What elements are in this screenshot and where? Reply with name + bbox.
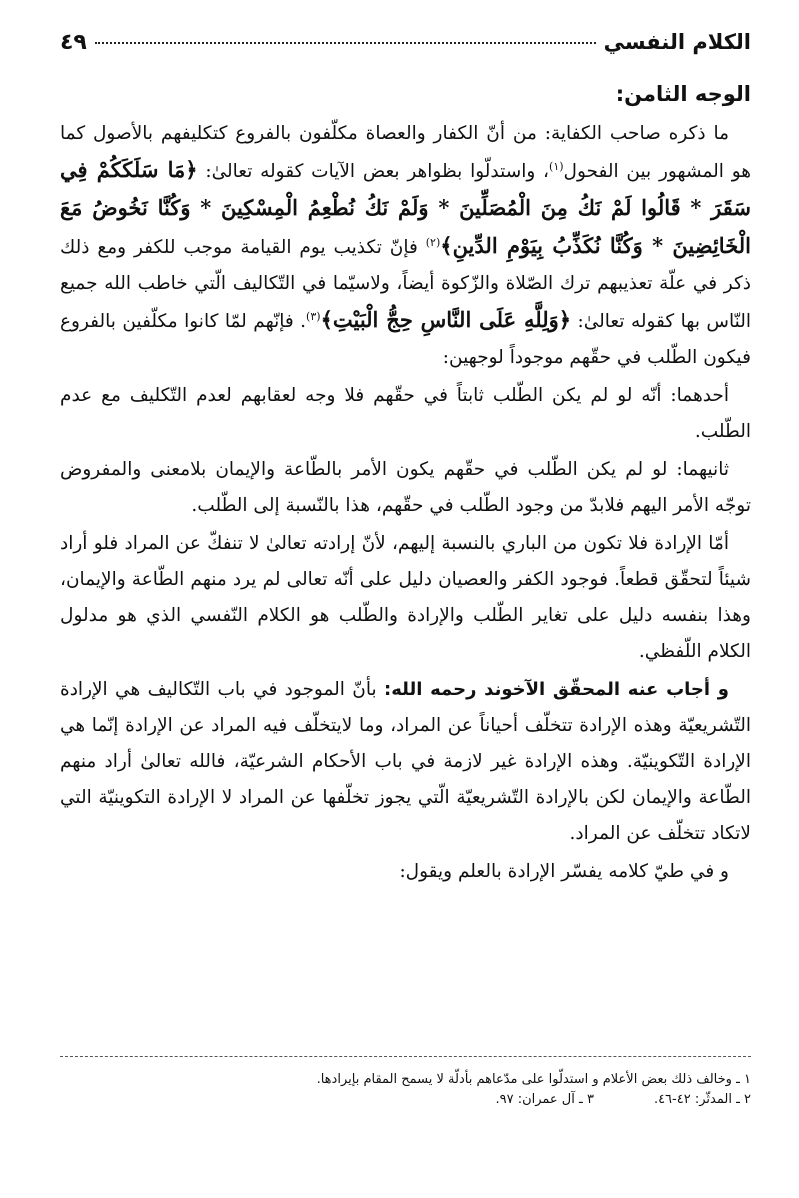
footnote-ref-2: (٢) — [425, 235, 441, 249]
paragraph-5-text: بأنّ الموجود في باب التّكاليف هي الإرادة التّشريعيّة وهذه الإرادة تتخلّف أحياناً عن المراد، وما لايتخلّف فيه المراد عن الإرادة إنّما هي الإرادة التّكوينيّة. وهذه الإرادة غير لازمة في باب الأحكام الشرعيّة، فالله تعالىٰ أراد منهم الطّاعة والإيمان لكن بالإرادة التّشريعيّة الّتي يجوز تخلّفها عن المراد لا الإرادة التكوينيّة التي لاتكاد تتخلّف عن المراد. — [60, 679, 751, 844]
page-number: ٤٩ — [60, 30, 87, 55]
quran-verse-1: ﴿مَا سَلَكَكُمْ فِي سَقَرَ * قَالُوا لَمْ نَكُ مِنَ الْمُصَلِّينَ * وَلَمْ نَكُ نُطْعِمُ الْمِسْكِينَ * وَكُنَّا نَخُوضُ مَعَ الْخَائِضِينَ * وَكُنَّا نُكَذِّبُ بِيَوْمِ الدِّينِ﴾ — [60, 157, 751, 258]
footnote-divider — [60, 1056, 751, 1057]
paragraph-1-text-d: . فإنّهم لمّا كانوا مكلّفين بالفروع فيكون الطّلب في حقّهم موجوداً لوجهين: — [60, 311, 751, 368]
footnote-1: ١ ـ وخالف ذلك بعض الأعلام و استدلّوا على مدّعاهم بأدلّة لا يسمح المقام بإيرادها. — [316, 1072, 751, 1087]
paragraph-2: أحدهما: أنّه لو لم يكن الطّلب ثابتاً في حقّهم فلا وجه لعقابهم لعدم التّكليف مع عدم الطّلب. — [60, 385, 751, 442]
paragraph-1 — [60, 116, 751, 376]
footnote-row — [60, 1090, 751, 1110]
footnote-3: ٣ ـ آل عمران: ٩٧. — [495, 1092, 594, 1107]
paragraph-3: ثانيهما: لو لم يكن الطّلب في حقّهم يكون الأمر بالطّاعة والإيمان بلامعنى والمفروض توجّه الأمر اليهم فلابدّ من وجود الطّلب في حقّهم، هذا بالنّسبة إلى الطّلب. — [60, 459, 751, 516]
paragraph-4: أمّا الإرادة فلا تكون من الباري بالنسبة إليهم، لأنّ إرادته تعالىٰ لا تنفكّ عن المراد فلو أراد شيئاً لتحقّق قطعاً. فوجود الكفر والعصيان دليل على أنّه تعالى لم يرد منهم الطّاعة والإيمان، وهذا بنفسه دليل على تغاير الطّلب والإرادة والطّلب هو الكلام النّفسي الذي هو مدلول الكلام اللّفظي. — [60, 533, 751, 662]
paragraph-1-text-b: ، واستدلّوا بظواهر بعض الآيات كقوله تعالىٰ: — [197, 161, 550, 182]
header-dot-leader — [95, 42, 596, 44]
footnote-list — [60, 1070, 751, 1110]
footnote-2: ٢ ـ المدثّر: ٤٢-٤٦. — [653, 1092, 751, 1107]
paragraph-5 — [60, 672, 751, 852]
footnote-ref-3: (٣) — [306, 309, 321, 323]
page-body — [60, 76, 751, 892]
running-header — [60, 30, 751, 64]
paragraph-1-text-c: فإنّ تكذيب يوم القيامة موجب للكفر ومع ذلك ذكر في علّة تعذيبهم ترك الصّلاة والزّكوة أيضاً، ولاسيّما في التّكاليف الّتي خاطب الله جميع النّاس بها كقوله تعالىٰ: — [60, 237, 751, 332]
paragraph-1-text-a: ما ذكره صاحب الكفاية: من أنّ الكفار والعصاة مكلّفون بالفروع كتكليفهم بالأصول كما هو المشهور بين الفحول — [60, 123, 752, 182]
paragraph-6: و في طيّ كلامه يفسّر الإرادة بالعلم ويقول: — [399, 861, 729, 882]
footnote-ref-1: (١) — [549, 159, 564, 173]
paragraph-5-lead: و أجاب عنه المحقّق الآخوند رحمه الله: — [384, 679, 729, 700]
section-heading: الوجه الثامن: — [615, 82, 751, 106]
quran-verse-2: ﴿وَلِلَّهِ عَلَى النَّاسِ حِجُّ الْبَيْتِ﴾ — [320, 307, 572, 332]
header-title: الكلام النفسي — [603, 30, 751, 54]
